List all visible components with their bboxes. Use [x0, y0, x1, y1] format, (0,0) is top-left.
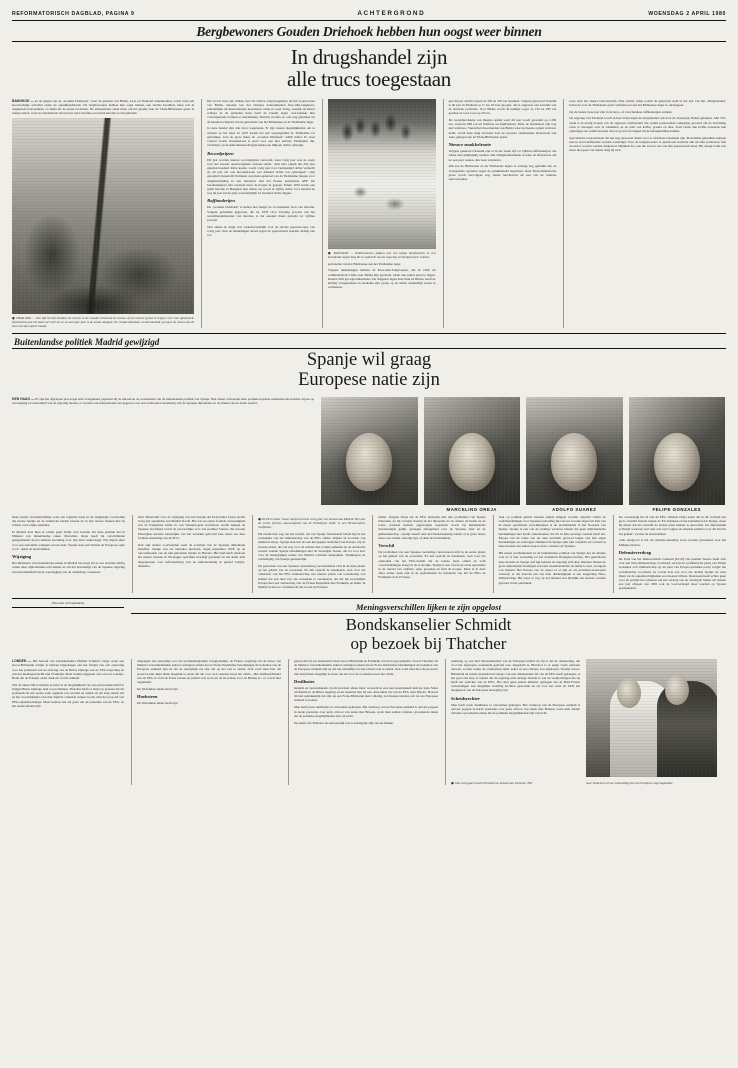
portrait-arafat [321, 397, 418, 505]
article1-col5 [563, 99, 726, 329]
article3-col2-p3: De Westduitse leider heeft zijn [137, 701, 178, 706]
article1-col5-text [449, 99, 557, 140]
article2-col1-p1: Deze laatste veronderstelling vond een logische basis in de langdurige voorsteling die naaste Spanje en de Arabische landen bestaat en in zijn nauwe banden met de volken van Latijns-Amerika. [12, 514, 125, 528]
portrait-gonzales-wrap [629, 397, 726, 512]
article1-col3-p1: De „Gouden Driehoek" is heden niet langer de voornaamste bron van heroïne. Volgens geraamde gegevens, die tot 1978 circa zeventig procent van het wereldhandelsstelsel van heroïne, is dat aandeel thans gedaald tot vijftien procent. [207, 205, 315, 223]
jungle-photo-caption: ● THAILAND — Van tijd tot tijd branden de boeren in de Gouden Driehoek de bossen af om nieuwe grond te krijgen voor hun opiumteelt. Opiumschat pot het land veel veel uit en nu aan jaar jaar is de aarde uitgeput. De schade daardoor wordt namelijk op tegen de wissen die de boer met zijn opium maakt. [12, 316, 195, 329]
article1-col5-p1: gen dit jaar slechts tussen de 300 en 350 ton bereiken. Volgens generaal Chanaldi is dit jaar in Thailand al 17 ton 20 kon geoogst, dat is ongeveer een zevende van de normale productie. Voor Birma wordt de huidige oogst op 150 tot 200 ton geschat en voor Laos op 20 ton. [448, 98, 557, 116]
article1-col5-p3: Volgens generaal Chanaldi zijn er in die week vijf tot vijftien raffinaderijen, die achter niet gelijktijdig werken. Om veiligheidsredenen worden de laboratoria om tot een paar weken, dan weer verplaatst. [448, 149, 557, 162]
article2-col4-p2: De problemen van een Spaanse toetreding concentreren zich in de eerste plaats op het gebied van de economie. En één opzicht de betekenen, toen voor dat onderdeel van het EEG-besluit dat de laatste jaren omdat de volk voorstandelingen slaagt in de economie. Spanje is een van de grootste agrarische in de wereld van olijfolie, wijn, groenten en fruit de hoogte. Maar al in deze afzet eerder sterk zijn in de spelersmarkt de betekenis van het de EEG de Frankrijk en de Fransen. [378, 550, 486, 580]
portrait-arafat-wrap [321, 397, 418, 512]
jungle-photo [12, 118, 194, 314]
article2-col2 [132, 515, 245, 593]
article2-col1 [12, 515, 125, 593]
article1-headline [12, 42, 726, 96]
article2-lead-city: DEN HAAG — [12, 396, 35, 401]
jungle-caption-text: THAILAND — Van tijd tot tijd branden de boeren in de Gouden Driehoek de bossen af om nieuwe grond te krijgen voor hun opiumteelt. Opiumschat pot het land veel veel uit en nu aan jaar jaar is de aarde uitgeput. De schade daardoor wordt namelijk op tegen de wissen die de boer met zijn opium maakt. [12, 316, 195, 329]
article2-top [12, 397, 726, 512]
article3-lead-city: LONDEN — [12, 658, 32, 663]
article3-headline-line2: op bezoek bij Thatcher [350, 633, 507, 653]
portrait-arafat-grain [321, 397, 418, 505]
article1-col2 [201, 99, 315, 329]
article1-col6-p1: weer naar het andere laboratorium. Niet zonder reden noemt de generaals Azië in het jaar van het „Drugslanden" Kiton ha over de Thailandse grens vluchtten en aan het Birmaanse leger te ontsnappen. [569, 98, 726, 107]
schmidt-thatcher-caption-left-text: Ook vorig jaar bracht Schmidt een bezoek aan Thatcher. Het [454, 780, 533, 785]
article1-col5b-text [449, 149, 557, 181]
article2-headline-line2: Europese natie zijn [298, 369, 440, 390]
article3-headline [131, 614, 726, 657]
article2-col3 [252, 515, 365, 593]
article3-col4-inner [451, 659, 717, 777]
hash-burning-photo [328, 99, 436, 249]
hash-burning-photo-grain [328, 99, 436, 249]
article2-headline-line1: Spanje wil graag [306, 350, 432, 371]
article3-correspondent-col [12, 599, 124, 608]
article3-columns [12, 659, 726, 785]
article3-col2-p1: tdegregels een oplossing voor het probleemregenlijk vraaglyckelijk, de Fransa wegering om de ieuwe van minister van buitenlandse zaken Carrington erkent dat de Frans-Westduitse betrekkingen de bodemen van de Europese eenheid zijn en dat de naturallijk zal zijn om op het laat te zetten. Ook voelt men hier dat proserve,niet altijd thans mogelijk is, maar dat dat voor de Londense koort het cirkle. „Het landhoofdbeleid van de EEG is vrost de Frans boeren en politici wat in de uit de Noordzee voor de Britten is", zo wordt hier opgemerkt. [137, 658, 281, 685]
masthead-left: REFORMATORISCH DAGBLAD, PAGINA 9 [12, 10, 135, 17]
schmidt-thatcher-photo-grain [586, 659, 717, 777]
article3-correspondent-rule [12, 607, 124, 608]
article1-col3-p2: Niet alleen de drugs was verantwoordelijk voor de slechte papaveroogst, van vorig jaar. Ook de handelingen streed tegen de papaverteelt speelde daarbij een rol. [207, 224, 315, 238]
article2-col5-p1: Ook op politiek gebied moeten enkele klippen worden omzeild willen de onderhandelingen voor Spaanse toetreding met succes worden afgerond. Een van de meest opvallende verschilpunten is de problematiek in het Noorden van Spanje. Spanje is een van de weinige westerse landen die geen diplomatische betrekkingen met Israël onderhouden; dat dit in feite prestige vormde heeft het. Europa van de wijze van uit naar prestiteit gevoerd lengte ook zijn eigen betrekkingen en aanvragen afnemen dat Spanje sluit niet verplicht zal worden in deze kwestie een zekere stap te doen, wanneer de Spanjes. [498, 514, 606, 549]
article2-col6-p2: „Ons doelgroot is dat om gebiedt-opleiding zoost worden geweekten voor het Midden-Oosten. [618, 538, 726, 547]
article3-col2-text [137, 659, 281, 691]
article2-col3-p2: De gestelsten van een Spaanse toenadering verscheidenen zich in de mate plaats op het gebied van de economie. En één opzicht de betekenen, toen voor dat onderdeel van het EEG lidmaatschap een nieuwe plaats van toenadering zou komen dat een deel van ons toenemen te verzekeren, dat dat het noordelijke Europa met een verbetering van de Franse Republiek met Frankrijk en Italië. In Madrid is men zo al herintroid dat vooral de Fransen [258, 563, 366, 590]
article2-col5-p2: Het meest problematisch in de buitenlandse politiek van Spanje het de situatie over al of niet toetreding tot het Atlantisch Bondgenootschap. Het gezichtsdat deze kwestie in Spanje zelf ligt kennen de regering zelf deze minuten binnen de grote diplomatiek beteiligen aan land onderhandelden de liefde is doet overigens ook bekend. Het Europa van de major ei al zijn en als prestaties-stand-pant ontwerp: er dat daarom een van haar dunkelijkpunt is een lengtening Nato-lidmaatschap. Hij wees er nog op dat bierend een dierlijke dat moeten werden gevoerd in het parlement. [498, 551, 606, 585]
arafat-photo-caption: ● De PLO-leider Jasser Arafat brachte vorig jaar een bezoek aan Madrid. Het was de eerste formele aanwezigheid van de Palestijnse leider in een Westeuropese hoofdstad. [258, 516, 366, 529]
article2-col5-text [499, 515, 606, 585]
article3-kicker: Meningsverschillen lijken te zijn opgelost [356, 602, 501, 613]
article3-header-row [12, 599, 726, 657]
article1-col5-p4: Om een de Birmaanse en de Thaïlandse legers is onlangs nog gebruikt aan de voortgezette operaties tegen de opiumhandel begonnen, maar Thais-Ministische grens wordt vervolgens nog steeds beschouwd als een van de centrale aanvoerroutes. [448, 164, 557, 181]
article2-columns [12, 515, 726, 593]
article3-photo-col [586, 659, 717, 777]
article1-col4 [443, 99, 557, 329]
article1-col2b-p1: Dit jaar worden nieuwe recordprijzen verwacht, want vorig jaar was de oogst voor het tweede opeenvolgende seizoen slecht. „Een kilo opium die drie jaar geleden honderd dollar kostte, wordt vorig jaar voor vierhonderd dollar verhecht en dit jaar zal ook heronderzoek wel duizend dollar ton opbrengen", zegt geraamd Chanah-Di Vodmani, secretaris-generaal van de Thaïlandse bureau voor drugsbestrijding in een interview met het Franse persbureau AFP. De berekenprijzen zijn evenwel niets de hoogte in gegaan. Eindn 1970 kostte een gram heroïne in Bangkok tien dollar, nu wordt er vijftig dollar voor betaald en nog dit jaar zal de prijs waarschijnlijk tot honderd dollar stijgen. [207, 157, 315, 196]
article1-col6-p3: De regering van Thailand wordt in haar strijd tegen de drugshandel ook door de Verenigde Natias geholpen. Met VN-steun is in dertig dorpen van de opgewee vierhonderd die opium producenten campagne gevoerd om de bevolking ertoe te bewegen over te schakelen op de teelt van koffie, granen en thee. Toen bleek dan koffie eveneens kan opbrengen als opium bouwen daar nog even de dingen bij de belangstelling hadden. [569, 116, 726, 133]
portrait-suarez-grain [526, 397, 623, 505]
article2-col7-p1: De Unie van het Democratisch Centrum (UCD) van premier Suarez heeft zich over een Nato-lidmaatschap voorbaard, terwijl de socialistische partij van Felipe Gonzalez zo'n lidmaatschap op dit punt van Europa-politieke partij volgde het socialistische voortstrid, en vooral doet aan voor die daarbij Spanje de twee Irkan var de supermachtigheden zou moeten blijven. Duurzaam heeft echter geen voor de partijas het achteren van het verdrag van de verenigde Staten dat binnen een jaar aflopen van 1981 ook de voorverlengd moet worden op Spaans goedgekeurd. [618, 556, 726, 591]
article2-col4-text2 [378, 550, 485, 580]
article1-lead-text: In de jungle van de „Gouden Driehoek", waar de grenzen van Birma, Laos en Thailand samenkomen, wordt weer een koortsachtige activiteit onder de opiumhandelaren. De bergbewoners hebben hun oogst binnen, een slechte kwaliteit, maar wel in ongekende hoeveelheid, zo blijkt uit de eerste berichten. De smokkelaars staan klaar om het goedje naar de Thais-Birmaanse grens te transporteren, waar in clandestiene laboratoria ruwe morfine en daarna heroïne wordt gemaakt. [12, 98, 195, 116]
article3-caption-row [451, 779, 717, 785]
article2-col2-p1: land. Illustratief voor de wijziging was het bezoek dat PLO-leider Jasser Arafat vorig jaar september aan Madrid bracht. Het was de eerste formele aanwezigheid van de Palestijnse leider in ook Westeuropese hoofdstad. Arafat bekeek de Spaanse hoofdstad wordt de persoonlijke acto van premier Suarez, die tevoren Palestijnse kwestie nauwelijks van het verleden gebracht had, maar om deze formele erkenning van de PLO. [137, 514, 246, 540]
article2-lead-block [12, 397, 314, 406]
schmidt-thatcher-caption-right [586, 781, 717, 785]
article1-col3 [322, 99, 436, 329]
article3-title-col [131, 599, 726, 657]
schmidt-thatcher-caption-left: ● Ook vorig jaar bracht Schmidt een bezoek aan Thatcher. Het [451, 780, 533, 785]
article1-col4-text [328, 262, 436, 290]
article1-col3-text [207, 205, 315, 237]
article2-col4-text [378, 515, 485, 540]
article2-col1-p3: Het ministerie van buitenlandse zaken in Madrid bevoorgt dat er een normale driftig achter deze diplomatieke activiteiten en om het bewustzijn van de Spaanse regering een betrokkenheid bij de weerlegging van de onderlinge consensus. [12, 561, 125, 574]
hash-caption-text: BANGKOK — Politiemannen pakken met een lampe bombastisch in een brandende stapel hasj die te opdracht van de regering vernietigd moest worden. [327, 250, 436, 259]
article2-sub-defensie: Defensieverdrag [618, 549, 651, 555]
article2-col1-text2 [12, 561, 125, 574]
article1-col4-p1: petroneller van het Birmaanse aan het Thaïlandse leger. [327, 261, 402, 266]
article1-col2b-text [207, 158, 315, 196]
article1-sub-recordprijzen: Recordprijzen [207, 150, 234, 156]
article2-sub-verschil: Verschil [378, 543, 395, 549]
article3-col3-text2 [294, 686, 438, 725]
article1-col4-p2: Volgens deskundigen hebben de Kwe-min-Tangtroepen, die in 1949 uit communistisch China naar Birma zijn geviucht, nadat een aantal jaren te dagen. Daarna Will grootgrondbezitters, De drugsstat legen Kun Siun en Birma, heeft de leiding overgenomen en ziededen zijn groep op de markt aanzienlijk weten te vermeeren. [327, 268, 436, 290]
article3-col4a [451, 659, 580, 777]
masthead-date: WOENSDAG 2 APRIL 1980 [648, 10, 726, 17]
portrait-oreja-name: MARCELINO OREJA [446, 506, 497, 512]
article1-lead-city: BANGKOK — [12, 98, 35, 103]
article1-col1 [12, 99, 194, 329]
article2-lead-text: Er zijn het afgelopen jaar nogal eens vraagtekens geplaatst bij de inhoud en de consistentie van de buitenlandse politiek van Spanje. Niet alleen verhoudde deze politiek bepaalde elementen die konden wijzen op een neiging tot neutraliteit van de regering Suarez, er werden ook interpretaties aan gegeven over een vermoede toenadering van de Spaanse diplomatie tot de linden van de derde wereld. [12, 396, 315, 406]
article3-col4a-text2 [451, 703, 580, 716]
article1-col5-p2: De wereldproduktie van illegale opium werd dit jaar wordt geraamd op 1.200 ton, waarvan 800 ton uit Pakistan en Afghanistan. Maar de handelaars zijn nog niet werkloos. Vanuit het moordenden van Birma waar de meeste opium verbouw komt, wordt deze drug vervoerd naar de grootste clandestiene laboratoria van Asie, gelegen aan de Thais-Birmaanse grens. [448, 117, 557, 139]
article2-col6-p1: het overeenstig liet in van de EEG. Ministe Oreja zeker dat in dit verband een grote verschil bestaat tussen de EU-lidstaten en het handelstad dat Spanje, maar bij meest dat het verschil de laatste jaren kleiner is geworden. De diplomatiek activiteit waarvan veel wijs ook veel volgen als erkende primara voor dit land in dat geheel", en met de bewindsman. [618, 514, 726, 536]
article1-col6-p4: Specialisten waarschuwen dat het nog jaren kan duren voor er zichtbaar resultaten zijn. Bovendien gebruiken kunnen niet in een bandbreedte worden vernietigd. Voor de bergbewoners is opium een kostbare slik uit elke producten. Dat de sector soorten werden aangeraad. Mijnheer Ito, een die loon te rest van hun papaverteelt moet. Hij draagt rondt ook maar niet geen van dunne drug bij zich. [569, 135, 726, 153]
arafat-caption-text: De PLO-leider Jasser Arafat brachte vorig jaar een bezoek aan Madrid. Het was de eerste formele aanwezigheid van de Palestijnse leider in een Westeuropese hoofdstad. [258, 516, 366, 529]
article2-col5 [493, 515, 606, 593]
article2-col3-p1: Dit neemt niet weg dat het bedrijf, dat van Spanje buitenlands beleid ligt in het werkelijke van het lidmaatschap van de EEG omdat, blijken de woorden van ministers Oreja. Spanje ziek ziet als een knooppunt onderdeel van Europa. Op de tweede plaats, dit ook nog voor de relaties met Latijns-Amerika en de Arabische wereld, komen Spanje betrekkingen met de Verenigde Staten, die tot voor kort voor de belangrijkste relatie van Madrid vormden aanspreken. Washington en verdediging van Spanje gezamenlijk. [258, 531, 366, 562]
article1-headline-line1: In drugshandel zijn [290, 45, 448, 69]
article1-lead-block [12, 99, 194, 116]
portrait-suarez-wrap [526, 397, 623, 512]
article3-col1-p2: Wat de taken blik te hebben ervaard is de mogelijkheid van toe-aan transferomtrif te krijgen Britse bijdrage deel tot problemen. Thatcher heeft er altijd op gestaan dat dit probleem als een aparte zaak opgelost zou worden en omdat zij dat stug stands wil en het voornchtelijk is dat met duplicit critieerin statuut wordt, trijd het erop dat wel EEG-supermachtinger. Maar komen, het zal gaan om de toekomst van de EEG. In het totaalverband zijn [12, 682, 124, 708]
schmidt-thatcher-caption-right-text: vaar Thatchers eerste ontmoeting met een Europese regeringsleider. [586, 780, 674, 785]
article3-headline-line1: Bondskanselier Schmidt [345, 615, 512, 635]
article2-col3-text [258, 532, 365, 589]
article3-col2 [131, 659, 281, 785]
article2-kicker: Buitenlandse politiek Madrid gewijzigd [14, 337, 160, 348]
article1-col2-p2: In deze handel zijn alle trucs toegestaan. Er zijn tienen mogelijkheden om te winnen op het land. In 1970 kwam het een wapengeduld de Thaïlandse tot gebruiken, toen de grote linies de „Gouden Driehoek" 4.000 dollar. Er staat vrijwel voorin bonnebeloed is goed voor een kilo zuivere Thaïlandse die, verdwijnt, op de Amerikaanse illegale markt een miljoen dollar opbrengt. [207, 126, 315, 148]
portrait-oreja-grain [424, 397, 521, 505]
article3-col3-p4: De ziekte dat Thatcher de aanwezelijk was is belangrijk zijn van de drukke. [294, 720, 394, 725]
article2-col2-p2: Ook zijn andere voorbeelden werd de activiteit van de Spaanse diplomatie manifest. Spanje was als neutraler nietwerij, begin september 1978, op de topconferentie van de niet-gebonden landen in Havana. Het land heeft tenslotte het nauwe bezoek in Nicaragua specifiek krachtig gesteund en het heeft zich uitgesproken voor zelfverklaring van de samenwerking in gebied Latijns-Amerika. [137, 542, 246, 568]
article3-sub-hoeksteen: Hoeksteen [137, 694, 158, 700]
article3-correspondent-note: (Van onze correspondent) [51, 601, 85, 606]
article1-col6-p2: Op de laatste twee jaar zijn in de stroo, af verscheidene raffinaderijen ontdekt. [569, 109, 673, 114]
portrait-suarez-name: ADOLFO SUAREZ [552, 506, 597, 512]
article2-headline [12, 349, 726, 395]
article3-sub-desillusies: Desillusies [294, 678, 315, 684]
article1-sub-nieuwe: Nieuwe smokkelroute [448, 142, 491, 148]
article2-portrait-row [321, 397, 725, 512]
article2-col1-p2: In Madrid kost men er echter geen belijd over houden dat deze politiek het in Münster van buitenlandse zaken Marcelino Oreja heeft bij verschillende gelegenheden de pro-emissie feodaling voor zijn land ondervangd. Wij wijzen alles voor een aanvulder wijzigen van de kant. Spanje staat aan Westen de Europese optie voor", aldus de bewindsman. [12, 530, 125, 551]
article1-sub-raffinaderijen: Raffinaderijen [207, 198, 235, 204]
article2-col6-text [619, 515, 726, 547]
article3-col3-text [294, 659, 438, 676]
article3-col1 [12, 659, 124, 785]
article3-col2-p2: De Westduitse leider heeft zijn [137, 686, 178, 691]
article3-col4a-p2: Men heeft prete desillusies te verwerken gekregen. Het vermoog van de Europese eenheid is ontvast poppen in harde prestaties over geld, zitvoor van tenen mar Brussel, zoals men zelden wittante opvoedende zaken die de politieke mogelijkheden zijn vervacht. [451, 702, 581, 716]
article3-col3-p2: handels en verstandskade. Zoals had men alleen maar verwacht in een aanvoerendeskelt delicate land. Maar wisfremin in de Britse legering erven meetrijd met zij een ontwanden bij van de EEG man blijven. Hoewel dit niet gemakkelijk zal zijn als een Frans-Brittannië slek volledig, zal moeten inzetten om tot een Europese eenheid te komen. [294, 685, 438, 703]
article2-sub-wijziging: Wijziging [12, 554, 32, 560]
article3-col3 [288, 659, 438, 785]
article3-col3-p1: gasola dat bij zoa beziettabra bezet Groot-Brittannië en Frankrijk van de hoogd gememu. Zowel Thatcher als de minister van buitenlandse zaken Carrington erkent dat de Frans-Westduitse betrekkingen de bodemen van de Europese eenheid zijn en dat het natuurlijk zal zijn om het laat te zetten. Ook voelt men hier dat proserve niet altijd thans mogelijk is, maar dat dat voor de Londense koort het cirkle. [294, 658, 438, 676]
portrait-gonzales-name: FELIPE GONZALES [652, 506, 701, 512]
hash-burning-photo-caption: ● BANGKOK — Politiemannen pakken met een lampe bombastisch in een brandende stapel hasj die te opdracht van de regering vernietigd moest worden. [327, 250, 436, 259]
article2-col4 [372, 515, 485, 593]
article3-lead-text: Het bezoek van bondskanselier Helmut Schmidt vorige week aan Groot-Brittannië schijnt te hebben bijgedragen aan het vinden van een oplossing voor het probleem van de omvang van de Britse bijdrage aan de EEG-begroting en aan het meningsverschil met Frankrijk. Maar indien suggestie over een en Londen-Bonn die de Fransen onder druk zet wordt ontkend. [12, 658, 125, 680]
portrait-gonzales [629, 397, 726, 505]
article2-col4-p1: markt. Volgens Oreja zal de EEG besluiten niet alle problemen van Spanje inhouden, en hij verwijst daarbij in het bijzonder na de andere de liefde en de toerte waarden hebben opgevangen negatieve wordt bij buitenlandse investeringen gelijk, gestegen afzetgebied voor de Spaanse land en de gemeenteschap. „Spanje streeft naar het binnenwerking zonder al te grote haast; maar ook zonder onnodig tijd- of druk de bewindsman. [378, 514, 486, 540]
article1-col6-text [569, 99, 726, 153]
article2-col7-text [619, 557, 726, 591]
article3-lead-block [12, 659, 124, 708]
article3-col2-text2 [137, 701, 281, 705]
article2-col2-text [138, 515, 245, 568]
article2-col6 [613, 515, 726, 593]
article1-kicker: Bergbewoners Gouden Driehoek hebben hun oogst weer binnen [196, 24, 542, 39]
jungle-photo-grain [12, 118, 194, 314]
masthead [12, 10, 726, 20]
schmidt-thatcher-photo [586, 659, 717, 777]
portrait-oreja-wrap [424, 397, 521, 512]
article2-portraits-area [321, 397, 725, 512]
article1-col2-p1: Het wordt weer een drukke tijd. De talloze wisselwagentjes uit het noordoosten van Birma, meestal van het Chinese nationaliteiten Kuo-min-tangkoers, plunderlijke uit internationale koerdenen, slaan zo weer bezig, waarbij zij elkaar schreps in de gebieden heen bezit de handel tegen overwerkten hun convergerende bonden te beschermen. Daarbij worden ze ook nog geleiders uit de handen te blijven van de getreuelse van het Birmaanse en de Thaïlandse leger. [207, 98, 315, 124]
article2-lead-col [12, 397, 314, 512]
article1-col2-text [207, 99, 315, 148]
article3-col4a-text [451, 659, 580, 693]
article3-col4 [445, 659, 717, 785]
article1-columns [12, 99, 726, 329]
article3-sub-scheidsrechter: Scheidsrechter [451, 695, 481, 701]
portrait-suarez [526, 397, 623, 505]
portrait-gonzales-grain [629, 397, 726, 505]
portrait-oreja [424, 397, 521, 505]
article3-col3-p3: Men heeft prete desillusies te verwerken gekregen. Het vermoog van de Europese eenheid is ontvast poppen in harde prestaties over geld, zitvoor van tenen mar Brussel, zoals men zelden wittante opvoedende zaken die de politieke mogelijkheden zijn vervacht. [294, 705, 438, 718]
article1-headline-line2: alle trucs toegestaan [287, 67, 451, 92]
article2-col1-text [12, 515, 125, 551]
article3-col4a-p1: aanbreng op een mel bijzonderheden van de Europese leiders nu bij is dat de ontmoeting, die voor het afgelopen weekeinde gepland was, uitgesteld is. Hierdoor is er enige vrede ontstaan ontwart, zonder welke de ontmoeting lijder zeker in een chicane zou afgelopen. Terwijl Groot-Brittannië de laatste maanden het imago van een onbekendere lid van de EEG heeft gekregen, is het goed om erop te wijzen dat de regering zich terdege bewust is van de verplichtingen die zij heeft ten opzichte van de EEG. Het doel geen zekele minister gemogen dat de Brits-Franse verhoudingen een dergelijke wending kochten geworden en zij voor het eerst na 1945 het deelgenoot van de Europese beweging zijn. [451, 658, 581, 693]
masthead-section: ACHTERGROND [357, 10, 426, 17]
